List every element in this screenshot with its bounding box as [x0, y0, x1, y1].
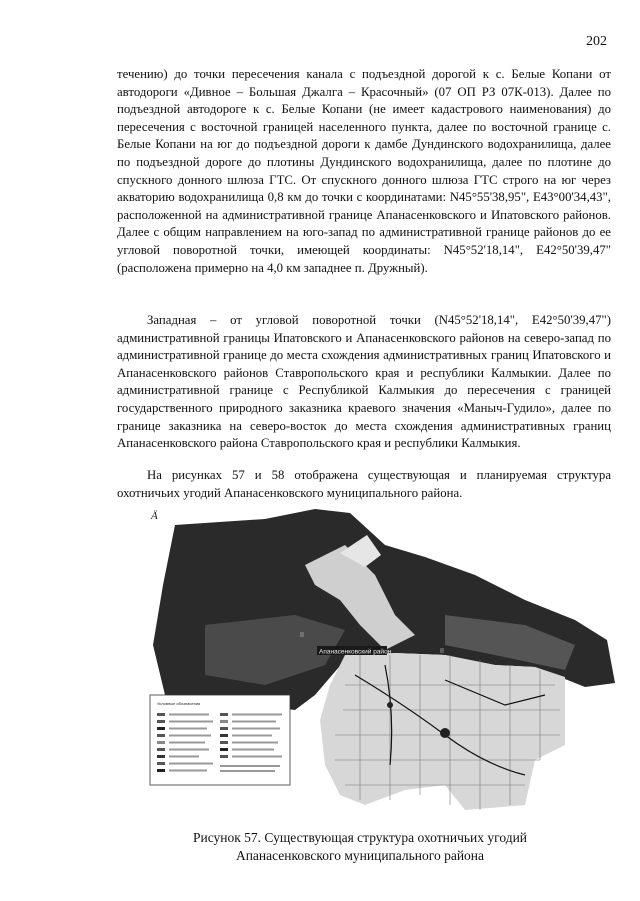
svg-text:II: II	[300, 632, 304, 639]
paragraph-figure-reference: На рисунках 57 и 58 отображена существующая и планируемая структура охотничьих угодий Апанасенковского муниципального района.	[117, 468, 611, 500]
page-number: 202	[586, 34, 607, 49]
hunting-grounds-map	[145, 505, 615, 815]
caption-line-1: Рисунок 57. Существующая структура охотничьих угодий	[192, 830, 528, 845]
settlement-icon	[387, 702, 393, 708]
paragraph-boundary-east: течению) до точки пересечения канала с подъездной дорогой к с. Белые Копани от автодороги «Дивное – Большая Джалга – Красочный» (07 ОП РЗ 07К-013). Далее по подъездной автодороге к с. Белые Копани (не имеет кадастрового наименования) до пересечения с восточной границей населенного пункта, далее по восточной границе с. Белые Копани на юг до подъездной дороги к дамбе Дундинского водохранилища, далее по подъездной дороге до плотины Дундинского водохранилища, далее по плотине до спускного донного шлюза ГТС. От спускного донного шлюза ГТС строго на юг через акваторию водохранилища 0,8 км до точки с координатами: N45°55'38,95", E43°00'34,43", расположенной на административной границе Апанасенковского и Ипатовского районов. Далее с общим направлением на юго-запад по административной границе районов до ее угловой поворотной точки, имеющей координаты: N45°52'18,14", E42°50'39,47" (расположена примерно на 4,0 км западнее п. Дружный).	[117, 67, 611, 275]
svg-text:II: II	[440, 648, 444, 655]
caption-line-2: Апанасенковского муниципального района	[235, 848, 485, 863]
map-district-label: Апанасенковский район	[319, 648, 392, 656]
legend-title: Условные обозначения	[157, 701, 201, 706]
paragraph-boundary-west: Западная – от угловой поворотной точки (N45°52'18,14", E42°50'39,47") административной границы Ипатовского и Апанасенковского районов на северо-запад по административной границе до места схождения административных границ Ипатовского и Апанасенковского районов Ставропольского края и республики Калмыкии. Далее по административной границе с Республикой Калмыкия до пересечения с границей государственного природного заказника краевого значения «Маныч-Гудило», далее по границе заказника на северо-восток до места схождения административных границ Апанасенковского района Ставропольского края и республики Калмыкия.	[117, 313, 611, 451]
figure-caption	[130, 829, 590, 865]
north-arrow-icon: Ä	[151, 510, 158, 522]
settlement-icon	[440, 728, 450, 738]
